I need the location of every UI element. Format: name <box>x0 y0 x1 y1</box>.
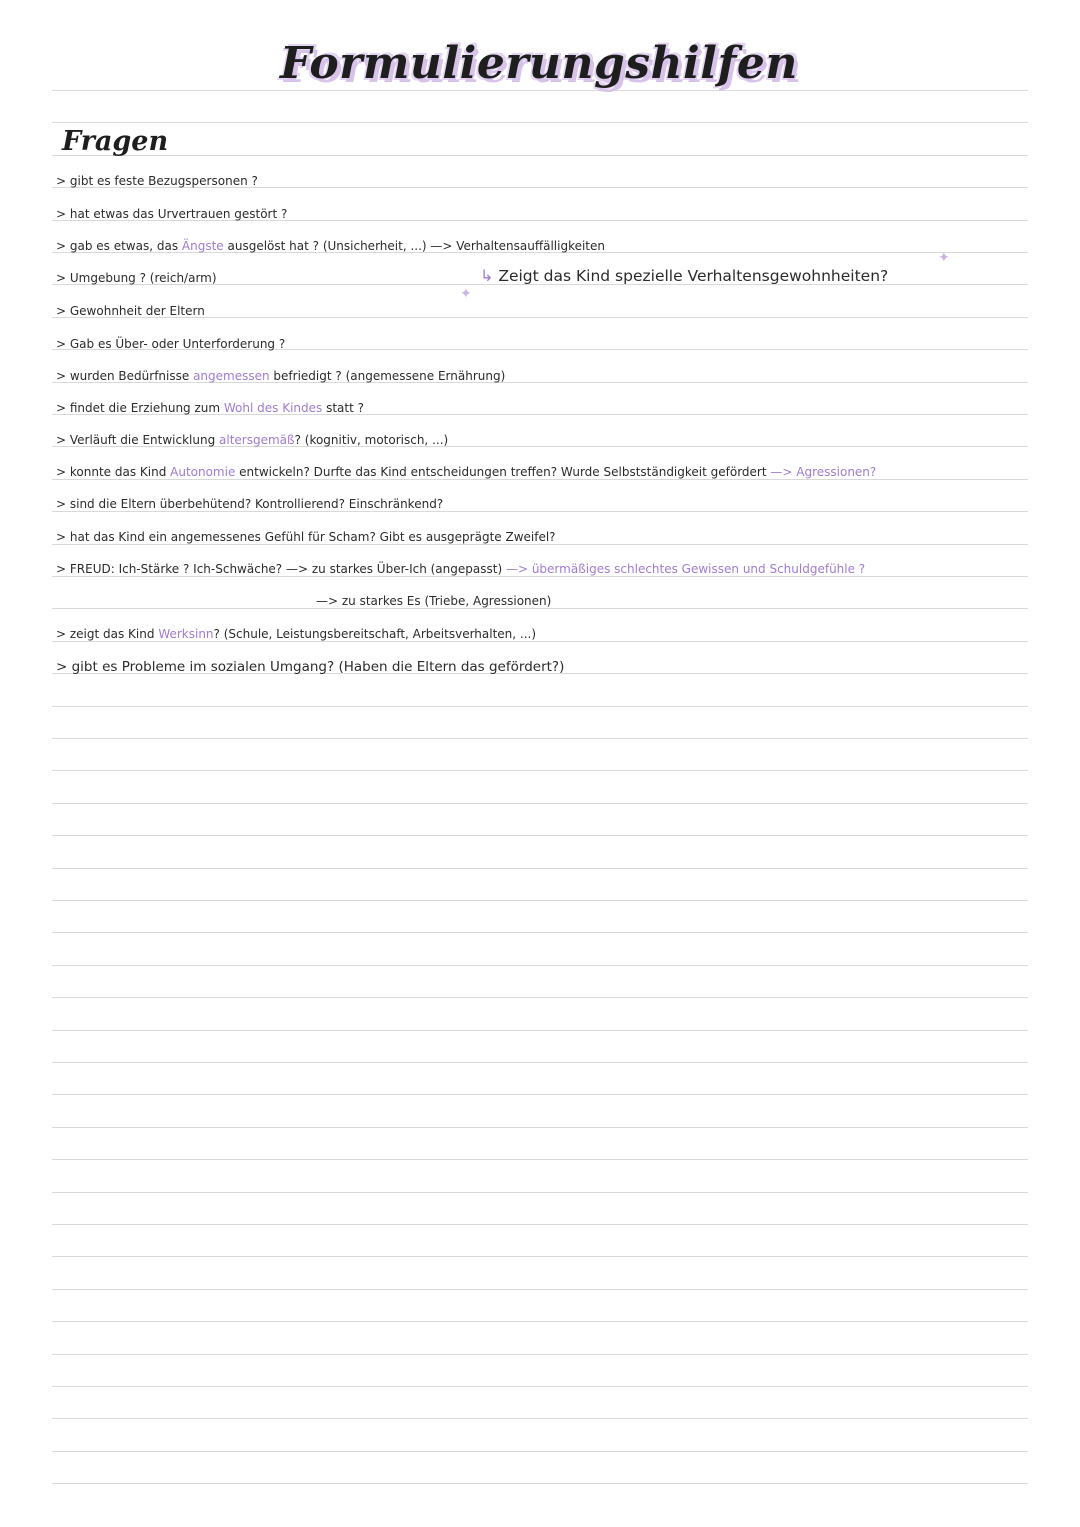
ruled-lines <box>52 0 1028 1527</box>
line-text: > sind die Eltern überbehütend? Kontrollierend? Einschränkend? <box>56 497 444 511</box>
side-note <box>480 266 888 285</box>
ruled-line <box>52 803 1028 804</box>
question-line <box>56 337 285 351</box>
line-text: > zeigt das Kind <box>56 627 159 641</box>
ruled-line <box>52 965 1028 966</box>
question-line <box>56 562 865 576</box>
ruled-line <box>52 641 1028 642</box>
ruled-line <box>52 868 1028 869</box>
ruled-line <box>52 576 1028 577</box>
title-block <box>280 38 798 89</box>
ruled-line <box>52 608 1028 609</box>
line-text: > konnte das Kind <box>56 465 171 479</box>
ruled-line <box>52 1451 1028 1452</box>
ruled-line <box>52 1062 1028 1063</box>
line-text: > findet die Erziehung zum <box>56 401 224 415</box>
highlighted-term: Wohl des Kindes <box>223 401 323 415</box>
line-text: > FREUD: Ich-Stärke ? Ich-Schwäche? —> zu starkes Über-Ich (angepasst) <box>56 562 506 576</box>
section-heading: Fragen <box>62 126 169 157</box>
ruled-line <box>52 706 1028 707</box>
question-line <box>56 497 443 511</box>
line-text: entwickeln? Durfte das Kind entscheidungen treffen? Wurde Selbstständigkeit gefördert <box>235 465 771 479</box>
highlighted-term: Werksinn <box>158 627 214 641</box>
question-line <box>56 369 505 383</box>
question-line <box>56 465 876 479</box>
question-line <box>56 627 536 641</box>
question-line <box>56 207 287 221</box>
line-text: befriedigt ? (angemessene Ernährung) <box>269 369 506 383</box>
highlighted-term: —> übermäßiges schlechtes Gewissen und Schuldgefühle ? <box>505 562 866 576</box>
ruled-line <box>52 1386 1028 1387</box>
sparkle-icon: ✦ <box>938 250 950 266</box>
ruled-line <box>52 1256 1028 1257</box>
question-line <box>56 271 217 285</box>
ruled-line <box>52 770 1028 771</box>
line-text: > hat das Kind ein angemessenes Gefühl für Scham? Gibt es ausgeprägte Zweifel? <box>56 530 556 544</box>
line-text: > gibt es Probleme im sozialen Umgang? (Haben die Eltern das gefördert?) <box>56 659 565 675</box>
ruled-line <box>52 1192 1028 1193</box>
ruled-line <box>52 511 1028 512</box>
highlighted-term: Ängste <box>181 239 224 253</box>
ruled-line <box>52 1354 1028 1355</box>
ruled-line <box>52 1483 1028 1484</box>
ruled-line <box>52 997 1028 998</box>
ruled-line <box>52 1159 1028 1160</box>
question-line <box>56 174 258 188</box>
ruled-line <box>52 1224 1028 1225</box>
ruled-line <box>52 155 1028 156</box>
question-line <box>56 659 564 675</box>
line-text: > Verläuft die Entwicklung <box>56 433 220 447</box>
question-line <box>56 433 448 447</box>
freud-sub-line: —> zu starkes Es (Triebe, Agressionen) <box>316 594 552 608</box>
question-line <box>56 401 364 415</box>
highlighted-term: altersgemäß <box>219 433 295 447</box>
line-text: > Umgebung ? (reich/arm) <box>56 271 217 285</box>
ruled-line <box>52 1321 1028 1322</box>
line-text: > wurden Bedürfnisse <box>56 369 194 383</box>
ruled-line <box>52 479 1028 480</box>
line-text: ? (kognitiv, motorisch, ...) <box>294 433 449 447</box>
ruled-line <box>52 932 1028 933</box>
question-line <box>56 304 205 318</box>
side-note-text: Zeigt das Kind spezielle Verhaltensgewohnheiten? <box>498 267 889 285</box>
ruled-line <box>52 90 1028 91</box>
highlighted-term: Autonomie <box>170 465 236 479</box>
line-text: > hat etwas das Urvertrauen gestört ? <box>56 207 288 221</box>
sparkle-icon: ✦ <box>460 286 472 302</box>
line-text: ? (Schule, Leistungsbereitschaft, Arbeitsverhalten, ...) <box>213 627 537 641</box>
hook-arrow-icon: ↳ <box>480 266 494 285</box>
highlighted-term: —> Agressionen? <box>770 465 877 479</box>
highlighted-term: angemessen <box>193 369 270 383</box>
line-text: > gibt es feste Bezugspersonen ? <box>56 174 258 188</box>
question-line <box>56 530 556 544</box>
ruled-line <box>52 1030 1028 1031</box>
ruled-line <box>52 1418 1028 1419</box>
ruled-line <box>52 1094 1028 1095</box>
question-line <box>56 239 605 253</box>
ruled-line <box>52 544 1028 545</box>
ruled-line <box>52 900 1028 901</box>
ruled-line <box>52 1289 1028 1290</box>
ruled-line <box>52 835 1028 836</box>
ruled-line <box>52 738 1028 739</box>
line-text: statt ? <box>322 401 364 415</box>
page-title: Formulierungshilfen <box>280 38 798 89</box>
line-text: ausgelöst hat ? (Unsicherheit, ...) —> Verhaltensauffälligkeiten <box>223 239 606 253</box>
line-text: > Gewohnheit der Eltern <box>56 304 205 318</box>
ruled-line <box>52 1127 1028 1128</box>
ruled-line <box>52 122 1028 123</box>
line-text: > Gab es Über- oder Unterforderung ? <box>56 337 286 351</box>
line-text: > gab es etwas, das <box>56 239 182 253</box>
